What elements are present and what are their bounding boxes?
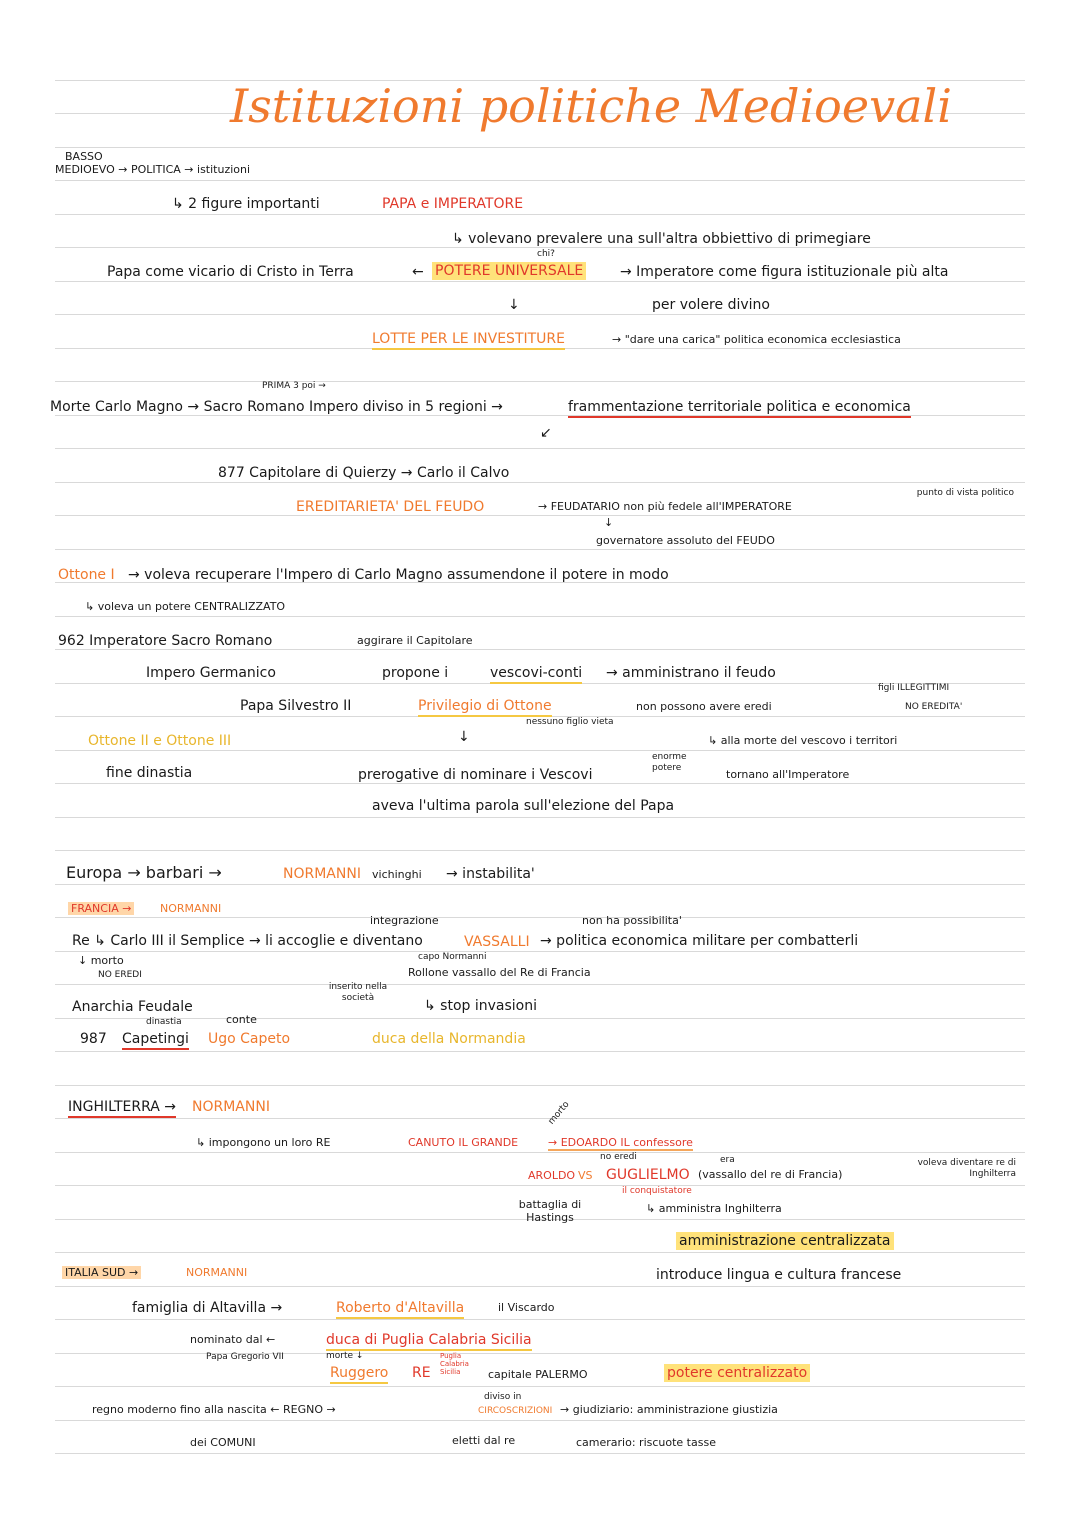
normanni-inghilterra: NORMANNI xyxy=(192,1099,270,1115)
non-possono: non possono avere eredi xyxy=(636,700,772,713)
impongono: ↳ impongono un loro RE xyxy=(196,1136,331,1149)
propone: propone i xyxy=(382,665,449,681)
morte-carlo: Morte Carlo Magno → Sacro Romano Impero diviso in 5 regioni → xyxy=(50,399,503,415)
arrow-down-2: ↓ xyxy=(604,516,614,529)
aggirare: aggirare il Capitolare xyxy=(357,634,473,647)
amministra: ↳ amministra Inghilterra xyxy=(646,1202,782,1215)
imperatore-figura: → Imperatore come figura istituzionale più alta xyxy=(620,264,949,280)
conquistatore: il conquistatore xyxy=(622,1186,692,1196)
integrazione: integrazione xyxy=(370,914,439,927)
fine-dinastia: fine dinastia xyxy=(106,765,193,781)
introduce: introduce lingua e cultura francese xyxy=(656,1267,902,1283)
viscardo: il Viscardo xyxy=(498,1301,555,1314)
diviso-in: diviso in xyxy=(484,1392,522,1402)
ruggero: Ruggero xyxy=(330,1364,388,1384)
capo-normanni: capo Normanni xyxy=(418,952,487,962)
guglielmo: GUGLIELMO xyxy=(606,1167,690,1183)
arrow-sw: ↙ xyxy=(540,425,552,441)
amministrano: → amministrano il feudo xyxy=(606,665,776,681)
no-eredi: NO EREDI xyxy=(98,970,142,980)
no-eredita: NO EREDITA' xyxy=(905,702,963,712)
per-volere: per volere divino xyxy=(652,297,770,313)
ultima-parola: aveva l'ultima parola sull'elezione del Papa xyxy=(372,798,675,814)
arrow-left: ← xyxy=(412,264,424,280)
inserito: inserito nella società xyxy=(328,982,388,1003)
dinastia: dinastia xyxy=(146,1017,182,1027)
vassallo-francia: (vassallo del re di Francia) xyxy=(698,1168,843,1181)
eletti: eletti dal re xyxy=(452,1434,516,1447)
morto-canuto: morto xyxy=(546,1099,572,1127)
roberto: Roberto d'Altavilla xyxy=(336,1299,464,1319)
famiglia-altavilla: famiglia di Altavilla → xyxy=(132,1300,283,1316)
dare-carica: → "dare una carica" politica economica ecclesiastica xyxy=(612,333,901,346)
punto-vista: punto di vista politico xyxy=(916,488,1014,498)
voleva-diventare: voleva diventare re di Inghilterra xyxy=(917,1158,1016,1179)
enorme-potere: enorme potere xyxy=(652,752,687,773)
no-eredi-2: no eredi xyxy=(600,1152,637,1162)
basso-label: BASSO xyxy=(65,150,103,163)
francia: FRANCIA → xyxy=(68,902,134,915)
canuto: CANUTO IL GRANDE xyxy=(408,1136,519,1149)
politica-economica: → politica economica militare per combatterli xyxy=(540,933,859,949)
capetingi: Capetingi xyxy=(122,1030,189,1050)
stop-invasioni: ↳ stop invasioni xyxy=(424,998,538,1014)
camerario: camerario: riscuote tasse xyxy=(576,1436,716,1449)
amm-centralizzata: amministrazione centralizzata xyxy=(676,1232,894,1250)
voleva-recuperare: → voleva recuperare l'Impero di Carlo Magno assumendone il potere in modo xyxy=(128,567,669,583)
edoardo: → EDOARDO IL confessore xyxy=(548,1136,693,1149)
prima-poi: PRIMA 3 poi → xyxy=(262,381,326,391)
tornano: tornano all'Imperatore xyxy=(726,768,850,781)
vescovi-conti: vescovi-conti xyxy=(490,664,582,684)
non-possibilita: non ha possibilita' xyxy=(582,914,682,927)
ottone-i: Ottone I xyxy=(58,567,115,583)
ereditarieta-feudo: EREDITARIETA' DEL FEUDO xyxy=(296,499,485,515)
rollone: Rollone vassallo del Re di Francia xyxy=(408,966,591,979)
figli-illegittimi: figli ILLEGITTIMI xyxy=(878,683,950,693)
duca-puglia: duca di Puglia Calabria Sicilia xyxy=(326,1331,532,1351)
battaglia-hastings: battaglia di Hastings xyxy=(518,1198,582,1224)
impero-germanico: Impero Germanico xyxy=(146,665,276,681)
duca-normandia: duca della Normandia xyxy=(372,1031,526,1047)
re-ruggero: RE xyxy=(412,1365,431,1381)
centralizzato: ↳ voleva un potere CENTRALIZZATO xyxy=(85,600,286,613)
potere-centralizzato: potere centralizzato xyxy=(664,1364,810,1382)
papa-silvestro: Papa Silvestro II xyxy=(240,698,352,714)
privilegio-ottone: Privilegio di Ottone xyxy=(418,697,552,717)
morto: ↓ morto xyxy=(78,954,124,967)
anno-962: 962 Imperatore Sacro Romano xyxy=(58,633,273,649)
italia-sud: ITALIA SUD → xyxy=(62,1266,141,1279)
papa-gregorio: Papa Gregorio VII xyxy=(206,1352,284,1362)
capitale: capitale PALERMO xyxy=(488,1368,588,1381)
arrow-down-3: ↓ xyxy=(458,729,470,745)
arrow-down-1: ↓ xyxy=(508,297,520,313)
medioevo-line: MEDIOEVO → POLITICA → istituzioni xyxy=(55,163,251,176)
capitolare-877: 877 Capitolare di Quierzy → Carlo il Calvo xyxy=(218,465,510,481)
europa: Europa → barbari → xyxy=(66,863,222,882)
potere-universale: POTERE UNIVERSALE xyxy=(432,262,586,280)
regno-moderno: regno moderno fino alla nascita ← REGNO → xyxy=(92,1403,336,1416)
feudatario: → FEUDATARIO non più fedele all'IMPERATORE xyxy=(538,500,792,513)
normanni-italia: NORMANNI xyxy=(186,1266,248,1279)
page-title: Istituzioni politiche Medioevali xyxy=(230,79,952,133)
frammentazione: frammentazione territoriale politica e economica xyxy=(568,398,911,418)
re-carlo: Re ↳ Carlo III il Semplice → li accoglie e diventano xyxy=(72,933,423,949)
vichinghi: vichinghi xyxy=(372,868,422,881)
puglia-small: Puglia Calabria Sicilia xyxy=(440,1352,469,1376)
volevano-line: ↳ volevano prevalere una sull'altra obbiettivo di primegiare xyxy=(452,231,871,247)
anarchia: Anarchia Feudale xyxy=(72,999,193,1015)
figure-line: ↳ 2 figure importanti xyxy=(172,196,320,212)
inghilterra: INGHILTERRA → xyxy=(68,1098,176,1118)
nominato: nominato dal ← xyxy=(190,1333,276,1346)
capetingi-987: 987 xyxy=(80,1031,107,1047)
governatore: governatore assoluto del FEUDO xyxy=(596,534,775,547)
circoscrizioni: CIRCOSCRIZIONI xyxy=(478,1406,553,1416)
era: era xyxy=(720,1155,735,1165)
instabilita: → instabilita' xyxy=(446,866,535,882)
lotte-investiture: LOTTE PER LE INVESTITURE xyxy=(372,330,565,350)
ugo-capeto: Ugo Capeto xyxy=(208,1031,291,1047)
ottone-ii-iii: Ottone II e Ottone III xyxy=(88,733,232,749)
alla-morte: ↳ alla morte del vescovo i territori xyxy=(708,734,898,747)
papa-imperatore: PAPA e IMPERATORE xyxy=(382,196,524,212)
conte: conte xyxy=(226,1013,257,1026)
aroldo: AROLDO xyxy=(528,1169,576,1182)
vassalli: VASSALLI xyxy=(464,934,530,950)
papa-vicario: Papa come vicario di Cristo in Terra xyxy=(107,264,354,280)
giudiziario: → giudiziario: amministrazione giustizia xyxy=(560,1403,778,1416)
prerogative: prerogative di nominare i Vescovi xyxy=(358,767,593,783)
normanni-europa: NORMANNI xyxy=(283,866,361,882)
dei-comuni: dei COMUNI xyxy=(190,1436,256,1449)
normanni-francia: NORMANNI xyxy=(160,902,222,915)
morte: morte ↓ xyxy=(326,1351,364,1361)
vs: VS xyxy=(578,1169,593,1182)
chi-note: chi? xyxy=(537,249,555,259)
nessuno-figlio: nessuno figlio vieta xyxy=(526,717,614,727)
